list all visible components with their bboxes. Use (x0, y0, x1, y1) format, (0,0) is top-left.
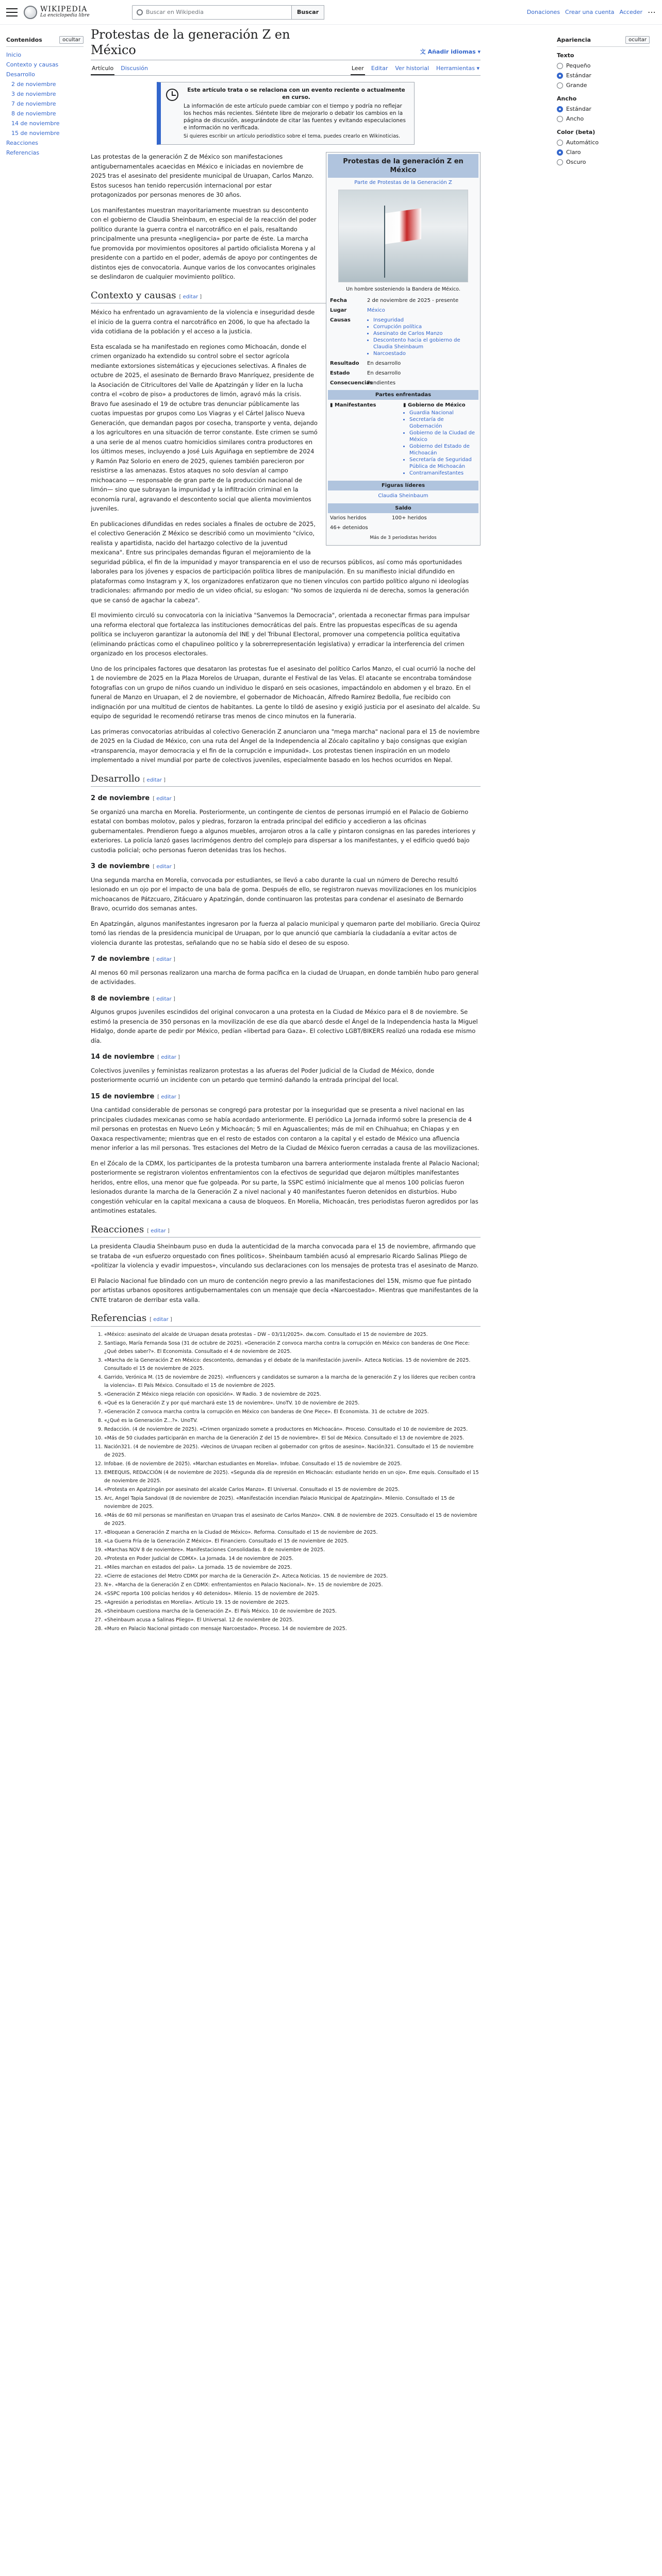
user-links (527, 7, 656, 17)
party-right-head: Gobierno de México (407, 402, 466, 408)
appearance-hide-button[interactable]: ocultar (625, 36, 650, 44)
reference-item[interactable]: 23. N+. «Marcha de la Generación Z en CDMX: enfrentamientos en Palacio Nacional». N+. 15 de noviembre de 2025. (104, 1581, 481, 1589)
reference-item[interactable]: 9. Redacción. (4 de noviembre de 2025). «Crimen organizado somete a productores en Michoacán». Proceso. Consultado el 10 de noviembre de 2025. (104, 1426, 481, 1434)
clock-icon (166, 89, 178, 101)
reference-item[interactable]: 22. «Cierre de estaciones del Metro CDMX por marcha de la Generación Z». Azteca Noticias. 15 de noviembre de 2025. (104, 1572, 481, 1581)
party-item[interactable]: • Contramanifestantes (409, 470, 476, 477)
tab-article[interactable]: Artículo (91, 62, 114, 75)
heading-day: 15 de noviembre [ editar ] (91, 1092, 180, 1100)
infobox-balance-row: 46+ detenidos (330, 525, 368, 531)
radio-icon[interactable] (557, 106, 563, 112)
reference-item[interactable]: 15. Arc, Angel Tapia Sandoval (8 de noviembre de 2025). «Manifestación incendian Palacio Municipal de Apatzingán». Milenio. Consultado el 15 de noviembre de 2025. (104, 1495, 481, 1511)
radio-icon[interactable] (557, 63, 563, 69)
heading-development: Desarrollo [ editar ] (91, 774, 481, 787)
infobox-row-causes: Causas • Inseguridad • Corrupción política • Asesinato de Carlos Manzo • Descontento hacia el gobierno de Claudia Sheinbaum • Narcoestado (328, 315, 478, 359)
reference-item[interactable]: 16. «Más de 60 mil personas se manifiestan en Uruapan tras el asesinato de Carlos Manzo». CNN. 8 de noviembre de 2025. Consultado el 15 de noviembre de 2025. (104, 1512, 481, 1528)
text-option[interactable]: Grande (557, 80, 650, 90)
reference-item[interactable]: 1. «México: asesinato del alcalde de Uruapan desata protestas – DW – 03/11/2025». dw.com. Consultado el 15 de noviembre de 2025. (104, 1331, 481, 1339)
article-body (91, 152, 481, 1633)
reference-item[interactable]: 13. EMEEQUIS, REDACCIÓN (4 de noviembre de 2025). «Segunda día de represión en Michoacán: estudiante herido en un ojo». Eme equis. Consultado el 15 de noviembre de 2025. (104, 1469, 481, 1485)
login-link[interactable]: Acceder (619, 9, 642, 15)
party-item[interactable]: • Gobierno del Estado de Michoacán (409, 443, 476, 456)
appearance-title: Apariencia (557, 37, 591, 43)
tab-read[interactable]: Leer (351, 62, 365, 75)
page-title: Protestas de la generación Z en México (91, 27, 290, 57)
notice-title: Este artículo trata o se relaciona con un evento reciente o actualmente en curso. (187, 87, 405, 100)
infobox-caption: Un hombre sosteniendo la Bandera de México. (346, 286, 460, 292)
cause-item[interactable]: • Narcoestado (373, 350, 476, 357)
toc-item[interactable]: 2 de noviembre (11, 81, 56, 88)
day-paragraph: Colectivos juveniles y feministas realizaron protestas a las afueras del Poder Judicial de la Ciudad de México, donde posteriormente ocurrió un incidente con un petardo que terminó dañando la entrada principal del local. (91, 1066, 435, 1083)
radio-icon[interactable] (557, 116, 563, 122)
text-size-label: Texto (557, 52, 574, 59)
search-placeholder: Buscar en Wikipedia (146, 9, 204, 15)
context-paragraph: México ha enfrentado un agravamiento de la violencia e inseguridad desde el inicio de la guerra contra el narcotráfico en 2006, lo que ha afectado la vida cotidiana de la población y el acceso a la justicia. (91, 309, 315, 335)
toc-item[interactable]: 8 de noviembre (11, 110, 56, 117)
color-option[interactable]: Oscuro (557, 157, 650, 167)
infobox-title: Protestas de la generación Z en México (328, 154, 478, 178)
reference-item[interactable]: 28. «Muro en Palacio Nacional pintado con mensaje Narcoestado». Proceso. 14 de noviembre de 2025. (104, 1625, 481, 1633)
create-account-link[interactable]: Crear una cuenta (565, 9, 615, 15)
reference-item[interactable]: 6. «Qué es la Generación Z y por qué marchará este 15 de noviembre». UnoTV. 10 de noviembre de 2025. (104, 1399, 481, 1408)
reference-item[interactable]: 8. «¿Qué es la Generación Z...?». UnoTV. (104, 1417, 481, 1425)
cause-item[interactable]: • Corrupción política (373, 324, 476, 330)
infobox-row-place: Lugar México (330, 308, 385, 313)
day-paragraph: Algunos grupos juveniles escindidos del original convocaron a una protesta en la Ciudad de México para el 8 de noviembre. Se estimó la presencia de 350 personas en la movilización de ese día que abarcó desde el Ángel de la Independencia hasta la Miguel Hidalgo, donde aparte de pedir por México, pedían «libertad para Gaza». El colectivo LGBT/BIKERS realizó una rodada ese mismo día. (91, 1008, 478, 1044)
radio-icon[interactable] (557, 140, 563, 146)
add-languages-button[interactable]: 文 Añadir idiomas ▾ (420, 48, 481, 55)
infobox-balance-header: Saldo (328, 503, 478, 513)
infobox-footer: Más de 3 periodistas heridos (370, 535, 437, 540)
text-option[interactable]: Estándar (557, 71, 650, 80)
party-item[interactable]: • Gobierno de la Ciudad de México (409, 430, 476, 443)
infobox-figures-header: Figuras líderes (328, 481, 478, 490)
flag-of-mexico-icon (385, 208, 421, 244)
references-list (91, 1331, 481, 1633)
radio-icon[interactable] (557, 73, 563, 79)
party-item[interactable]: • Secretaría de Gobernación (409, 416, 476, 430)
infobox-subtitle[interactable]: Parte de Protestas de la Generación Z (354, 180, 452, 185)
appearance-panel (557, 36, 650, 167)
tab-discussion[interactable]: Discusión (121, 65, 148, 72)
infobox-row-consequences: Consecuencias Pendientes (330, 380, 396, 386)
context-paragraph: El movimiento circuló su convocatoria con la iniciativa "Sanvemos la Democracia", orientada a reconectar firmas para impulsar una reforma electoral que fortalezca las instituciones democráticas del país. Entre las propuestas específicas de su agenda política se incluyeron garantizar la autonomía del INE y del Tribunal Electoral, promover una competencia política equitativa (eliminando prácticas como el chapulineo político y la sobrerrepresentación legislativa) y erradicar la interferencia del crimen organizado en los procesos electorales. (91, 612, 470, 657)
search-icon (137, 9, 143, 15)
context-paragraph: Uno de los principales factores que desataron las protestas fue el asesinato del político Carlos Manzo, el cual ocurrió la noche del 1 de noviembre de 2025 en la Plaza Morelos de Uruapan, durante el Festival de las Velas. El atacante se encontraba tomándose fotografías con un grupo de niños cuando un individuo le disparó en seis ocasiones, impactándolo en abdomen y el brazo. En el funeral de Manzo en Uruapan, el 2 de noviembre, el gobernador de Michoacán, Alfredo Ramírez Bedolla, fue recibido con indignación por una multitud de cientos de habitantes. La gente lo tildó de asesino y exigió justicia por el asesinato del alcalde. Su equipo de seguridad le recomendó retirarse tras menos de cinco minutos en la funeraria. (91, 665, 480, 720)
infobox-parties: ▮ Manifestantes ▮ Gobierno de México • Guardia Nacional • Secretaría de Gobernación • Gobierno de la Ciudad de México • Gobierno del Estado de Michoacán • Secretaría de Seguridad Pública de Michoacán • Contramanifestantes (328, 400, 478, 479)
heading-day: 14 de noviembre [ editar ] (91, 1053, 180, 1061)
cause-item[interactable]: • Descontento hacia el gobierno de Claudia Sheinbaum (373, 337, 476, 350)
reference-item[interactable]: 17. «Bloquean a Generación Z marcha en la Ciudad de México». Reforma. Consultado el 15 de noviembre de 2025. (104, 1529, 481, 1537)
infobox-row-date: Fecha 2 de noviembre de 2025 - presente (330, 298, 459, 303)
reference-item[interactable]: 14. «Protesta en Apatzingán por asesinato del alcalde Carlos Manzo». El Universal. Consultado el 15 de noviembre de 2025. (104, 1486, 481, 1494)
toc-item[interactable]: 7 de noviembre (11, 100, 56, 107)
infobox-balance-row: Varios heridos 100+ heridos (330, 515, 427, 521)
reference-item[interactable]: 24. «SSPC reporta 100 policías heridos y 40 detenidos». Milenio. 15 de noviembre de 2025. (104, 1590, 481, 1598)
reference-item[interactable]: 5. «Generación Z México niega relación con oposición». W Radio. 3 de noviembre de 2025. (104, 1391, 481, 1399)
radio-icon[interactable] (557, 159, 563, 165)
reference-item[interactable]: 26. «Sheinbaum cuestiona marcha de la Generación Z». El País México. 10 de noviembre de 2025. (104, 1607, 481, 1616)
toc-item[interactable]: Inicio (6, 52, 22, 58)
cause-item[interactable]: • Inseguridad (373, 317, 476, 324)
day-paragraph: En Apatzingán, algunos manifestantes ingresaron por la fuerza al palacio municipal y quemaron parte del mobiliario. Grecia Quiroz tomó las riendas de la presidencia municipal de Uruapan, por lo que anunció que cambiaría la ciudadanía a evitar actos de violencia durante las protestas, señalando que no se había sido el deseo de su esposo. (91, 920, 481, 946)
reaction-paragraph: La presidenta Claudia Sheinbaum puso en duda la autenticidad de la marcha convocada para el 15 de noviembre, afirmando que se trataba de «un esfuerzo orquestado con fines políticos». Sheinbaum también acusó al empresario Ricardo Salinas Pliego de «politizar la violencia y evadir impuestos», vinculando sus declaraciones con los mensajes de protesta tras el asesinato de Manzo. (91, 1243, 479, 1269)
intro-paragraph: Los manifestantes muestran mayoritariamente muestran su descontento con el gobierno de Claudia Sheinbaum, en especial de la reacción del poder político durante la guerra contra el narcotráfico en el país, resaltando principalmente una presunta «negligencia» por parte de éste. La marcha fue promovida por movimientos opositores al partido oficialista Morena y al presidente con a partido en el poder, además de apoyo por contingentes de distintos ejes de convocatoria. Aunque varios de los convocantes originales se deslindaron de cualquier movimiento político. (91, 206, 318, 280)
color-option[interactable]: Claro (557, 147, 650, 157)
toc-title: Contenidos (6, 37, 42, 43)
reference-item[interactable]: 7. «Generación Z convoca marcha contra la corrupción en México con banderas de One Piece». El Economista. 31 de octubre de 2025. (104, 1408, 481, 1416)
heading-reactions: Reacciones [ editar ] (91, 1225, 481, 1238)
text-option[interactable]: Pequeño (557, 61, 650, 71)
tab-tools[interactable]: Herramientas ▾ (436, 65, 479, 72)
infobox-image[interactable] (338, 190, 468, 282)
intro-paragraph: Las protestas de la generación Z de México son manifestaciones antigubernamentales acaecidas en México e iniciadas en noviembre de 2025 tras el asesinato del presidente municipal de Uruapan, Carlos Manzo. Estos sucesos han tenido repercusión internacional por estar protagonizados por personas menores de 30 años. (91, 153, 314, 198)
table-of-contents (6, 36, 84, 158)
reference-item[interactable]: 18. «La Guerra Fría de la Generación Z México». El Financiero. Consultado el 15 de noviembre de 2025. (104, 1537, 481, 1546)
reference-item[interactable]: 12. Infobae. (6 de noviembre de 2025). «Marchan estudiantes en Morelia». Infobae. Consultado el 15 de noviembre de 2025. (104, 1460, 481, 1468)
party-item[interactable]: • Secretaría de Seguridad Pública de Michoacán (409, 456, 476, 470)
heading-references: Referencias [ editar ] (91, 1314, 481, 1327)
infobox-row-status: Estado En desarrollo (330, 370, 401, 376)
reference-item[interactable]: 20. «Protesta en Poder Judicial de CDMX». La Jornada. 14 de noviembre de 2025. (104, 1555, 481, 1563)
reaction-paragraph: El Palacio Nacional fue blindado con un muro de contención negro previo a las manifestaciones del 15N, mismo que fue pintado por artistas urbanos opositores antigubernamentales con un mensaje que decía «Narcoestado». Mientras que manifestantes de la CNTE trataron de derribar esta valla. (91, 1277, 478, 1303)
heading-context: Contexto y causas [ editar ] (91, 291, 481, 304)
party-item[interactable]: • Guardia Nacional (409, 410, 476, 416)
current-event-notice (157, 82, 415, 145)
logo-title: WIKIPEDIA (40, 5, 88, 13)
search-input[interactable] (132, 5, 292, 20)
reference-item[interactable]: 19. «Marchas NOV 8 de noviembre». Manifestaciones Consolidadas. 8 de noviembre de 2025. (104, 1546, 481, 1554)
width-label: Ancho (557, 95, 577, 102)
reference-item[interactable]: 11. Nación321. (4 de noviembre de 2025). «Vecinos de Uruapan reciben al gobernador con gritos de asesino». Nación321. Consultado el 15 de noviembre de 2025. (104, 1443, 481, 1460)
context-paragraph: Esta escalada se ha manifestado en regiones como Michoacán, donde el crimen organizado ha extendido su control sobre el sector agrícola mediante extorsiones sistemáticas y ejecuciones selectivas. A finales de octubre de 2025, el asesinato de Bernardo Bravo Manríquez, presidente de la Asociación de Citricultores del Valle de Apatzingán y líder en la lucha contra el «cobro de piso» a productores de limón, agravó más la crisis. Bravo fue asesinado el 19 de octubre tras denunciar públicamente las cuotas impuestas por grupos como Los Viagras y el Cártel Jalisco Nueva Generación, que demandan pagos por cosecha, transporte y venta, dejando a los agricultores en una situación de terror constante. Este crimen se sumó a una serie de al menos cuatro homicidios similares contra productores en los últimos meses, incluyendo a José Luis Aguiñaga en septiembre de 2024 y Ramón Paz Solorio en enero de 2025, quienes también parecieron por resistirse a las amenazas. Estos ataques no solo desvían al campo michoacano — responsable de gran parte de la producción nacional de limón— sino que subrayan la impunidad y la infiltración criminal en la economía rural, agravando el descontento social que alienta movimientos juveniles. (91, 343, 318, 512)
reference-item[interactable]: 27. «Sheinbaum acusa a Salinas Pliego». El Universal. 12 de noviembre de 2025. (104, 1616, 481, 1624)
tab-history[interactable]: Ver historial (395, 65, 429, 72)
notice-body: La información de este artículo puede cambiar con el tiempo y podría no reflejar los hechos más recientes. Siéntete libre de mejorarlo o debatir los cambios en la página de discusión, asegurándote de citar las fuentes y evitando especulaciones e información no verificada. (184, 103, 406, 131)
logo-subtitle: La enciclopedia libre (40, 13, 90, 18)
reference-item[interactable]: 21. «Miles marchan en estados del país». La Jornada. 15 de noviembre de 2025. (104, 1564, 481, 1572)
day-paragraph: Una segunda marcha en Morelia, convocada por estudiantes, se llevó a cabo durante la cual un número de Derecho resultó lesionado en un ojo por el impacto de una bala de goma. Después de ello, se registraron nuevas movilizaciones en los municipios michoacanos de Pátzcuaro, Zitácuaro y Apatzingán, donde continuaron las protestas para condenar el asesinato de Bernardo Bravo, ocurrido dos semanas antes. (91, 876, 477, 912)
color-label: Color (beta) (557, 129, 595, 135)
toc-item[interactable]: 15 de noviembre (11, 130, 60, 137)
cause-item[interactable]: • Asesinato de Carlos Manzo (373, 330, 476, 337)
toc-item[interactable]: Desarrollo (6, 71, 35, 78)
width-option[interactable]: Estándar (557, 104, 650, 114)
toc-item[interactable]: 14 de noviembre (11, 120, 60, 127)
toc-item[interactable]: 3 de noviembre (11, 91, 56, 97)
toc-item[interactable]: Reacciones (6, 140, 39, 146)
toc-item[interactable]: Contexto y causas (6, 61, 59, 68)
heading-day: 3 de noviembre [ editar ] (91, 862, 175, 870)
day-paragraph: Una cantidad considerable de personas se congregó para protestar por la inseguridad que se presenta a nivel nacional en las principales ciudades mexicanas como se había acordado anteriormente. El periódico La Jornada informó sobre la presencia de 4 mil personas en protestas en Nuevo León y Michoacán; 5 mil en Aguascalientes; más de mil en Chihuahua; en Chiapas y en Oaxaca respectivamente; mientras que en el resto de estados con contaron a la capital y el estado de México una afluencia menor inferior a las mil personas. Tres estaciones del Metro de la Ciudad de México fueron cerradas a causa de las movilizaciones. (91, 1106, 479, 1151)
hamburger-menu-icon[interactable] (6, 8, 18, 16)
leader-figure[interactable]: Claudia Sheinbaum (378, 493, 428, 499)
day-paragraph: En el Zócalo de la CDMX, los participantes de la protesta tumbaron una barrera anteriormente instalada frente al Palacio Nacional; posteriormente se registraron violentos enfrentamientos con la efectivos de seguridad que dejaron múltiples manifestantes heridos, entre ellos, una menor que fue golpeada. Por su parte, la SSPC estimó inicialmente que al menos 100 policías fueron lesionados durante la marcha de la Generación Z a nivel nacional y 40 manifestantes fueron detenidos en disturbios. Hubo congestión vehicular en la capital mexicana a causa de bloqueos. En Morelia, Michoacán, tres periodistas fueron agredidos por las antimotines estatales. (91, 1159, 479, 1214)
search-form (132, 5, 324, 20)
context-paragraph: Las primeras convocatorias atribuidas al colectivo Generación Z anunciaron una "mega marcha" nacional para el 15 de noviembre de 2025 en la Ciudad de México, con una ruta del Ángel de la Independencia al Zócalo capitalino y bajo consignas que exigían «transparencia, mayor democracia y el fin de la corrupción e impunidad». Los protestas tienen inspiración en un modelo implementado a nivel mundial por parte de colectivos juveniles, especialmente basado en los hechos ocurridos en Nepal. (91, 727, 480, 764)
radio-icon[interactable] (557, 82, 563, 89)
day-paragraph: Al menos 60 mil personas realizaron una marcha de forma pacífica en la ciudad de Uruapan, en donde también hubo paro general de actividades. (91, 969, 479, 986)
reference-item[interactable]: 3. «Marcha de la Generación Z en México: descontento, demandas y el debate de la manifestación juvenil». Azteca Noticias. 15 de noviembre de 2025. Consultado el 15 de noviembre de 2025. (104, 1357, 481, 1373)
globe-icon (24, 6, 37, 19)
heading-day: 7 de noviembre [ editar ] (91, 955, 175, 963)
toc-hide-button[interactable]: ocultar (59, 36, 84, 44)
day-paragraph: Se organizó una marcha en Morelia. Posteriormente, un contingente de cientos de personas irrumpió en el Palacio de Gobierno estatal con bombas molotov, palos y piedras, forzaron la entrada principal del edificio y accedieron a las oficinas gubernamentales. Prendieron fuego a algunos muebles, arrojaron otros a la calle y pintaron consignas en las paredes interiores y exteriores. La policía lanzó gases lacrimógenos dentro del complejo para dispersar a los manifestantes, y el edificio quedó bajo custodia policial; ocho personas fueron detenidas tras los hechos. (91, 808, 476, 854)
tab-edit[interactable]: Editar (371, 65, 388, 72)
reference-item[interactable]: 2. Santiago, María Fernanda Sosa (31 de octubre de 2025). «Generación Z convoca marcha contra la corrupción en México con banderas de One Piece: ¿Qué debes saber?». El Economista. Consultado el 4 de noviembre de 2025. (104, 1340, 481, 1356)
radio-icon[interactable] (557, 149, 563, 156)
reference-item[interactable]: 10. «Más de 50 ciudades participarán en marcha de la Generación Z del 15 de noviembre». El Sol de México. Consultado el 13 de noviembre de 2025. (104, 1434, 481, 1443)
context-paragraph: En publicaciones difundidas en redes sociales a finales de octubre de 2025, el colectivo Generación Z México se describió como un movimiento "cívico, realista y apartidista, nacido del hartazgo colectivo de la juventud mexicana". Entre sus principales demandas figuran el mejoramiento de la seguridad pública, el fin de la impunidad y mayor transparencia en el uso de recursos públicos, así como más oportunidades laborales para los jóvenes y espacios de participación política libres de manipulación. En su manifiesto inicial difundido en plataformas como Instagram y X, los organizadores enfatizaron que no tienen vínculos con partido político alguno ni ideologías tradicionales: afirmando por medio de un video oficial, su eslogan: "No somos de izquierda ni de derecha, somos la generación que se cansó de agachar la cabeza". (91, 520, 469, 604)
toc-item[interactable]: Referencias (6, 149, 40, 156)
notice-footer: Si quieres escribir un artículo periodístico sobre el tema, puedes crearlo en Wikinoticias. (184, 133, 400, 139)
party-left-head: Manifestantes (334, 402, 376, 408)
main-content (91, 27, 481, 1634)
wikipedia-logo[interactable] (24, 6, 111, 19)
infobox-parties-header: Partes enfrentadas (328, 390, 478, 400)
donate-link[interactable]: Donaciones (526, 9, 560, 15)
more-options-icon[interactable]: ⋯ (648, 7, 656, 17)
infobox-row-result: Resultado En desarrollo (330, 361, 401, 366)
heading-day: 2 de noviembre [ editar ] (91, 794, 175, 802)
reference-item[interactable]: 25. «Agresión a periodistas en Morelia». Artículo 19. 15 de noviembre de 2025. (104, 1599, 481, 1607)
heading-day: 8 de noviembre [ editar ] (91, 994, 175, 1003)
color-option[interactable]: Automático (557, 138, 650, 147)
search-button[interactable]: Buscar (292, 5, 324, 20)
site-header (0, 0, 662, 25)
width-option[interactable]: Ancho (557, 114, 650, 124)
reference-item[interactable]: 4. Garrido, Verónica M. (15 de noviembre de 2025). «Influencers y candidatos se sumaron a la marcha de la generación Z y los líderes que reciben contra la violencia». El País México. Consultado el 15 de noviembre de 2025. (104, 1374, 481, 1390)
infobox (326, 152, 481, 546)
